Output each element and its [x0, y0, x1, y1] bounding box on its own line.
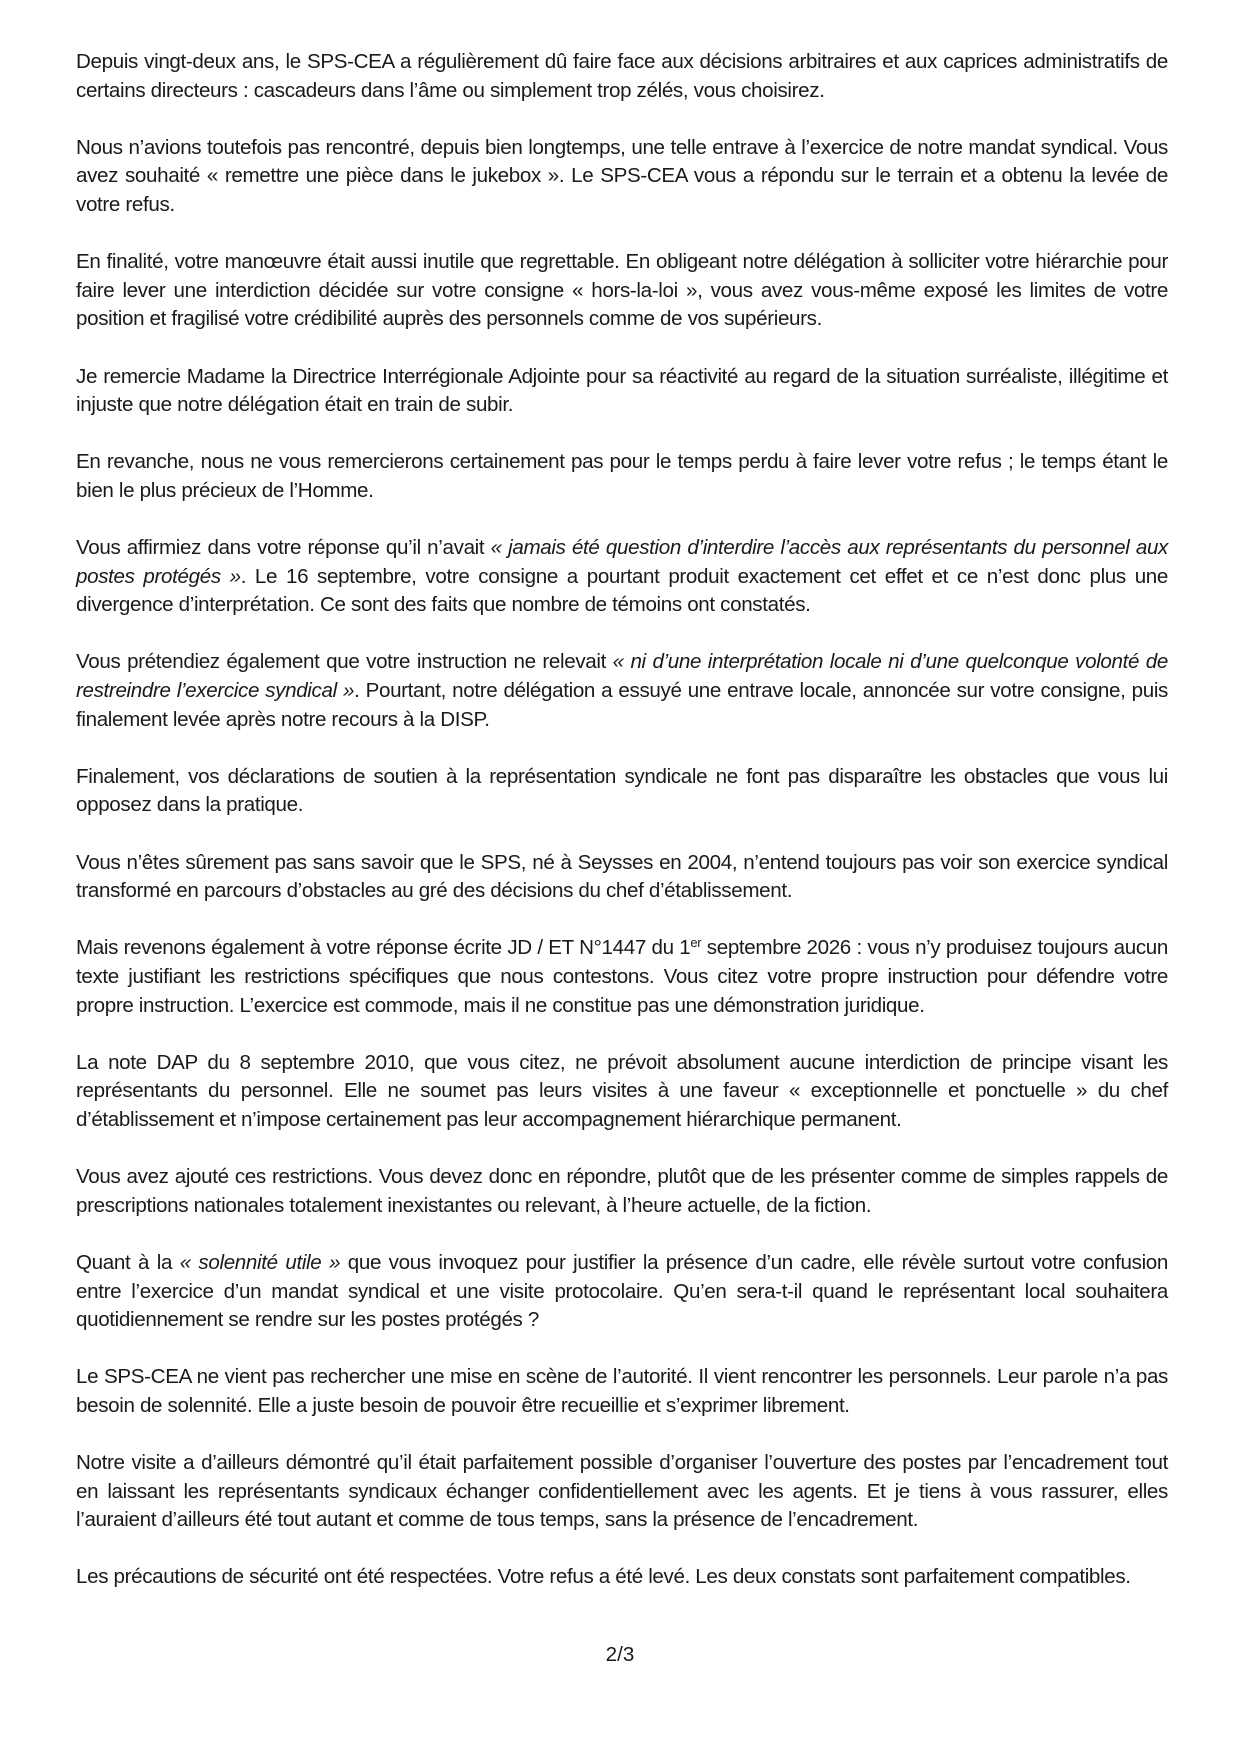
paragraph-10-text-end: septembre 2026 : vous n’y produisez toujours aucun texte justifiant les restrictions spécifiques que nous contestons. Vous citez votre propre instruction pour défendre votre propre instruction. L’exercice est commode, mais il ne constitue pas une démonstration juridique.	[76, 936, 1168, 1017]
paragraph-13-text-end: que vous invoquez pour justifier la présence d’un cadre, elle révèle surtout votre confusion entre l’exercice d’un mandat syndical et une visite protocolaire. Qu’en sera-t-il quand le représentant local souhaitera quotidiennement se rendre sur les postes protégés ?	[76, 1250, 1168, 1332]
paragraph-6-text-end: . Le 16 septembre, votre consigne a pourtant produit exactement cet effet et ce n’est donc plus une divergence d’interprétation. Ce sont des faits que nombre de témoins ont constatés.	[76, 564, 1168, 617]
paragraph-7-quote: « ni d’une interprétation locale ni d’une quelconque volonté de restreindre l’exercice syndical »	[76, 650, 1168, 703]
paragraph-3: En finalité, votre manœuvre était aussi inutile que regrettable. En obligeant notre délégation à solliciter votre hiérarchie pour faire lever une interdiction décidée sur votre consigne « hors-la-loi », vous avez vous-même exposé les limites de votre position et fragilisé votre crédibilité auprès des personnels comme de vos supérieurs.	[76, 250, 1168, 331]
paragraph-7	[76, 648, 1168, 734]
paragraph-11: La note DAP du 8 septembre 2010, que vous citez, ne prévoit absolument aucune interdiction de principe visant les représentants du personnel. Elle ne soumet pas leurs visites à une faveur « exceptionnelle et ponctuelle » du chef d’établissement et n’impose certainement pas leur accompagnement hiérarchique permanent.	[76, 1050, 1168, 1131]
ordinal-superscript: er	[690, 935, 702, 951]
paragraph-8: Finalement, vos déclarations de soutien à la représentation syndicale ne font pas disparaître les obstacles que vous lui opposez dans la pratique.	[76, 764, 1168, 817]
document-body	[76, 48, 1168, 1621]
paragraph-14: Le SPS-CEA ne vient pas rechercher une mise en scène de l’autorité. Il vient rencontrer les personnels. Leur parole n’a pas besoin de solennité. Elle a juste besoin de pouvoir être recueillie et s’exprimer librement.	[76, 1365, 1168, 1417]
paragraph-4: Je remercie Madame la Directrice Interrégionale Adjointe pour sa réactivité au regard de la situation surréaliste, illégitime et injuste que notre délégation était en train de subir.	[76, 364, 1168, 417]
paragraph-13-quote: « solennité utile »	[179, 1250, 341, 1274]
paragraph-6-quote: « jamais été question d’interdire l’accès aux représentants du personnel aux postes protégés »	[76, 536, 1168, 588]
paragraph-9: Vous n’êtes sûrement pas sans savoir que le SPS, né à Seysses en 2004, n’entend toujours pas voir son exercice syndical transformé en parcours d’obstacles au gré des décisions du chef d’établissement.	[76, 850, 1168, 903]
paragraph-5: En revanche, nous ne vous remercierons certainement pas pour le temps perdu à faire lever votre refus ; le temps étant le bien le plus précieux de l’Homme.	[76, 450, 1168, 502]
paragraph-13-text: Quant à la	[76, 1250, 180, 1274]
paragraph-16: Les précautions de sécurité ont été respectées. Votre refus a été levé. Les deux constats sont parfaitement compatibles.	[76, 1565, 1131, 1589]
paragraph-7-text-end: . Pourtant, notre délégation a essuyé une entrave locale, annoncée sur votre consigne, puis finalement levée après notre recours à la DISP.	[76, 679, 1168, 731]
paragraph-1: Depuis vingt-deux ans, le SPS-CEA a régulièrement dû faire face aux décisions arbitraires et aux caprices administratifs de certains directeurs : cascadeurs dans l’âme ou simplement trop zélés, vous choisirez.	[76, 50, 1168, 102]
paragraph-2: Nous n’avions toutefois pas rencontré, depuis bien longtemps, une telle entrave à l’exercice de notre mandat syndical. Vous avez souhaité « remettre une pièce dans le jukebox ». Le SPS-CEA vous a répondu sur le terrain et a obtenu la levée de votre refus.	[76, 135, 1168, 216]
paragraph-10	[76, 934, 1168, 1020]
paragraph-15: Notre visite a d’ailleurs démontré qu’il était parfaitement possible d’organiser l’ouverture des postes par l’encadrement tout en laissant les représentants syndicaux échanger confidentiellement avec les agents. Et je tiens à vous rassurer, elles l’auraient d’ailleurs été tout autant et comme de tous temps, sans la présence de l’encadrement.	[76, 1451, 1168, 1532]
paragraph-12: Vous avez ajouté ces restrictions. Vous devez donc en répondre, plutôt que de les présenter comme de simples rappels de prescriptions nationales totalement inexistantes ou relevant, à l’heure actuelle, de la fiction.	[76, 1165, 1168, 1217]
paragraph-13	[76, 1249, 1168, 1335]
paragraph-10-text: Mais revenons également à votre réponse écrite JD / ET N°1447 du 1	[76, 936, 691, 960]
paragraph-6-text: Vous affirmiez dans votre réponse qu’il n’avait	[76, 536, 491, 560]
paragraph-6	[76, 534, 1168, 620]
paragraph-7-text: Vous prétendiez également que votre instruction ne relevait	[76, 650, 613, 674]
page-number: 2/3	[605, 1643, 635, 1666]
